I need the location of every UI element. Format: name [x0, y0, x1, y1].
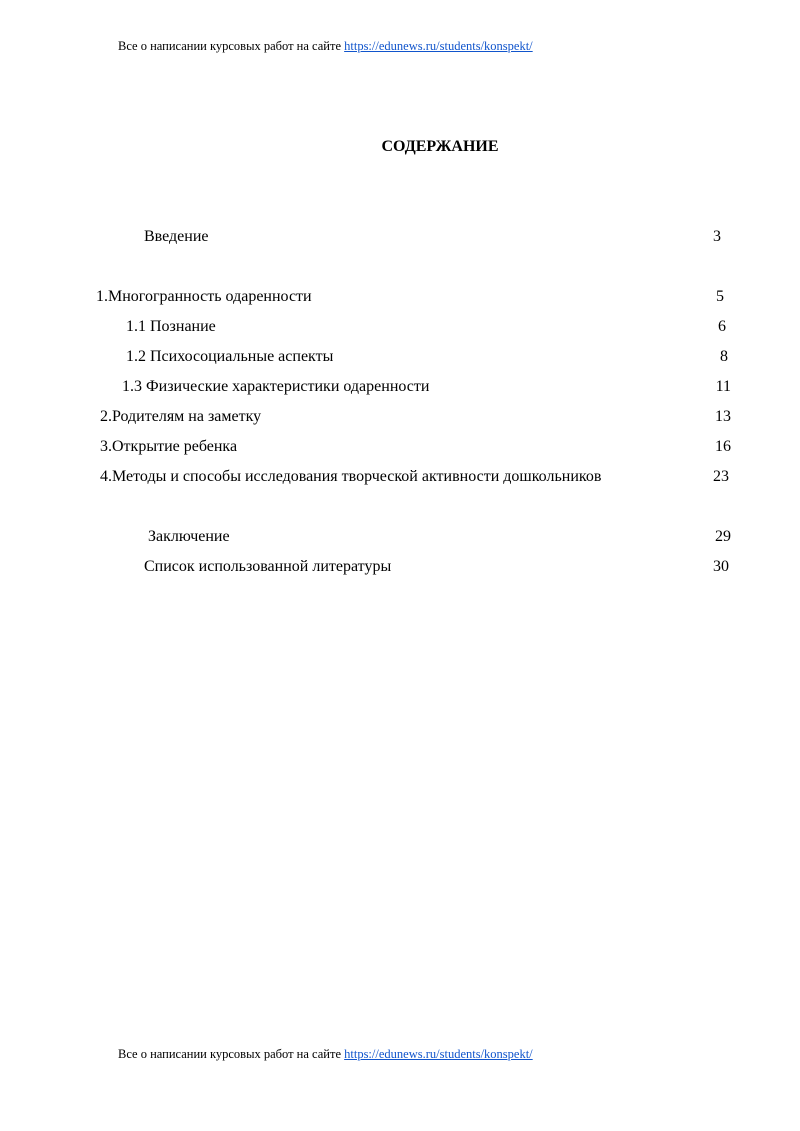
page-title: СОДЕРЖАНИЕ	[381, 138, 499, 155]
toc-entry-chapter-2	[0, 406, 800, 428]
toc-page-number: 11	[715, 378, 731, 395]
toc-page-number: 3	[713, 228, 721, 245]
footer-link[interactable]: https://edunews.ru/students/konspekt/	[344, 1047, 533, 1061]
toc-label: 1.3 Физические характеристики одаренности	[122, 378, 430, 395]
toc-entry-chapter-3	[0, 436, 800, 458]
toc-label: 2.Родителям на заметку	[100, 408, 262, 425]
toc-entry-introduction	[0, 226, 800, 248]
toc-page-number: 29	[715, 528, 731, 545]
toc-entry-conclusion	[0, 526, 800, 548]
toc-label: 3.Открытие ребенка	[100, 438, 238, 455]
toc-label: 1.1 Познание	[126, 318, 216, 335]
page-header	[118, 39, 533, 54]
toc-entry-section-1-1	[0, 316, 800, 338]
toc-entry-section-1-3	[0, 376, 800, 398]
toc-page-number: 13	[715, 408, 731, 425]
footer-text: Все о написании курсовых работ на сайте	[118, 1047, 345, 1061]
toc-page-number: 8	[720, 348, 728, 365]
toc-label: 1.2 Психосоциальные аспекты	[126, 348, 334, 365]
toc-entry-chapter-1	[0, 286, 800, 308]
toc-label: Введение	[144, 228, 209, 245]
toc-page-number: 5	[716, 288, 724, 305]
toc-label: 1.Многогранность одаренности	[96, 288, 312, 305]
toc-label: Список использованной литературы	[144, 558, 392, 575]
toc-label: Заключение	[148, 528, 230, 545]
toc-page-number: 30	[713, 558, 729, 575]
toc-page-number: 23	[713, 468, 729, 485]
header-text: Все о написании курсовых работ на сайте	[118, 39, 345, 53]
toc-page-number: 16	[715, 438, 731, 455]
toc-page-number: 6	[718, 318, 726, 335]
header-link[interactable]: https://edunews.ru/students/konspekt/	[344, 39, 533, 53]
toc-entry-references	[0, 556, 800, 578]
page-footer	[118, 1047, 533, 1062]
toc-entry-chapter-4	[0, 466, 800, 488]
toc-label: 4.Методы и способы исследования творческой активности дошкольников	[100, 468, 602, 485]
toc-entry-section-1-2	[0, 346, 800, 368]
